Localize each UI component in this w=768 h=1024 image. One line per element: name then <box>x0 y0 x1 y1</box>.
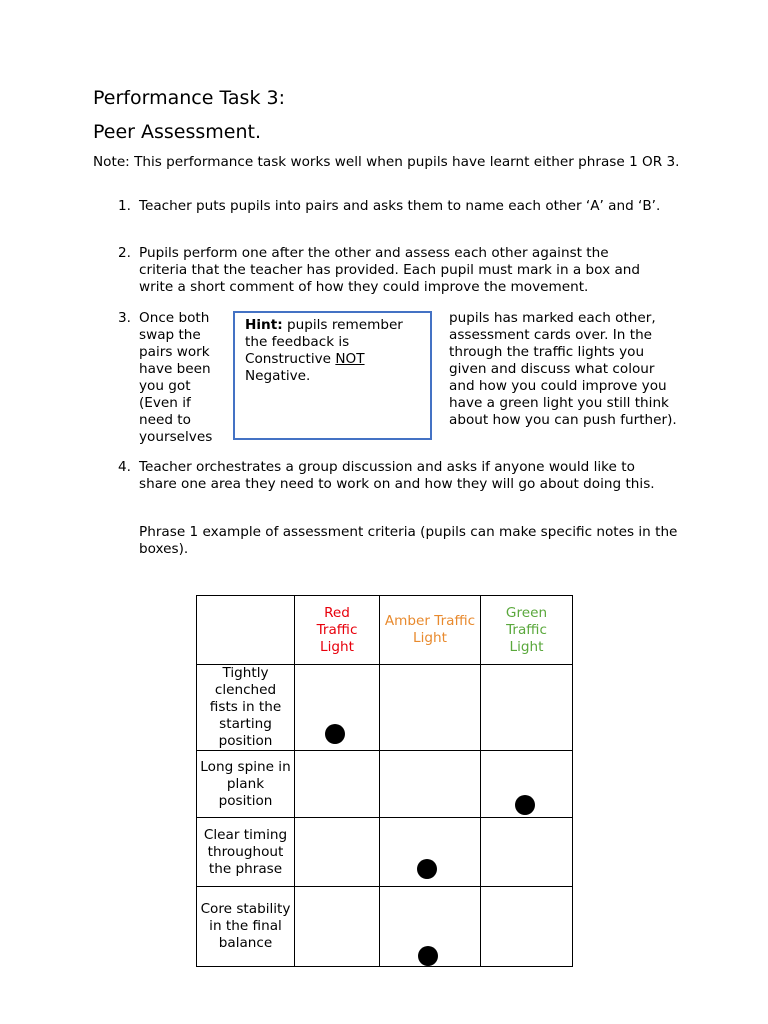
hint-text: pupils remember the feedback is Constructive <box>245 317 403 367</box>
mark-cell <box>380 751 481 818</box>
hint-box <box>233 311 432 440</box>
mark-cell <box>380 665 481 751</box>
item-text-right: pupils has marked each other, assessment cards over. In the through the traffic lights you given and discuss what colour and how you could improve you have a green light you still think about how you can push further). <box>449 310 677 428</box>
item-number: 4. <box>118 459 131 475</box>
item-text: Pupils perform one after the other and assess each other against the criteria that the teacher has provided. Each pupil must mark in a box and write a short comment of how they could improve the movement. <box>139 245 641 295</box>
mark-cell <box>380 887 481 967</box>
mark-cell <box>295 665 380 751</box>
table-row <box>197 751 573 818</box>
mark-cell <box>481 665 573 751</box>
mark-dot <box>325 724 345 744</box>
item-number: 1. <box>118 198 131 214</box>
item-number: 3. <box>118 310 131 326</box>
criterion-cell: Long spine in plank position <box>197 751 295 818</box>
table-header-row <box>197 596 573 665</box>
item-number: 2. <box>118 245 131 261</box>
criterion-cell: Clear timing throughout the phrase <box>197 818 295 887</box>
mark-dot <box>418 946 438 966</box>
table-row <box>197 665 573 751</box>
phrase-note: Phrase 1 example of assessment criteria (pupils can make specific notes in the boxes). <box>139 524 678 557</box>
table-row <box>197 818 573 887</box>
page-subtitle: Peer Assessment. <box>93 121 262 143</box>
mark-cell <box>295 818 380 887</box>
mark-cell <box>380 818 481 887</box>
hint-text-end: Negative. <box>245 368 311 384</box>
mark-cell <box>295 751 380 818</box>
hint-not: NOT <box>335 351 365 367</box>
item-text-left: Once both swap the pairs work have been you got (Even if need to yourselves <box>139 310 213 445</box>
table-row <box>197 887 573 967</box>
item-text: Teacher orchestrates a group discussion and asks if anyone would like to share one area they need to work on and how they will go about doing this. <box>139 459 655 492</box>
header-amber: Amber Traffic Light <box>380 596 481 665</box>
mark-cell <box>295 887 380 967</box>
header-green: Green Traffic Light <box>481 596 573 665</box>
table-corner-cell <box>197 596 295 665</box>
note-text: Note: This performance task works well when pupils have learnt either phrase 1 OR 3. <box>93 154 680 170</box>
criterion-cell: Core stability in the final balance <box>197 887 295 967</box>
hint-label: Hint: <box>245 317 283 333</box>
mark-cell <box>481 751 573 818</box>
header-red: Red Traffic Light <box>295 596 380 665</box>
page-title: Performance Task 3: <box>93 87 285 109</box>
mark-cell <box>481 818 573 887</box>
mark-dot <box>515 795 535 815</box>
assessment-table <box>196 595 573 967</box>
mark-cell <box>481 887 573 967</box>
item-text: Teacher puts pupils into pairs and asks them to name each other ‘A’ and ‘B’. <box>139 198 661 214</box>
mark-dot <box>417 859 437 879</box>
criterion-cell: Tightly clenched fists in the starting position <box>197 665 295 751</box>
